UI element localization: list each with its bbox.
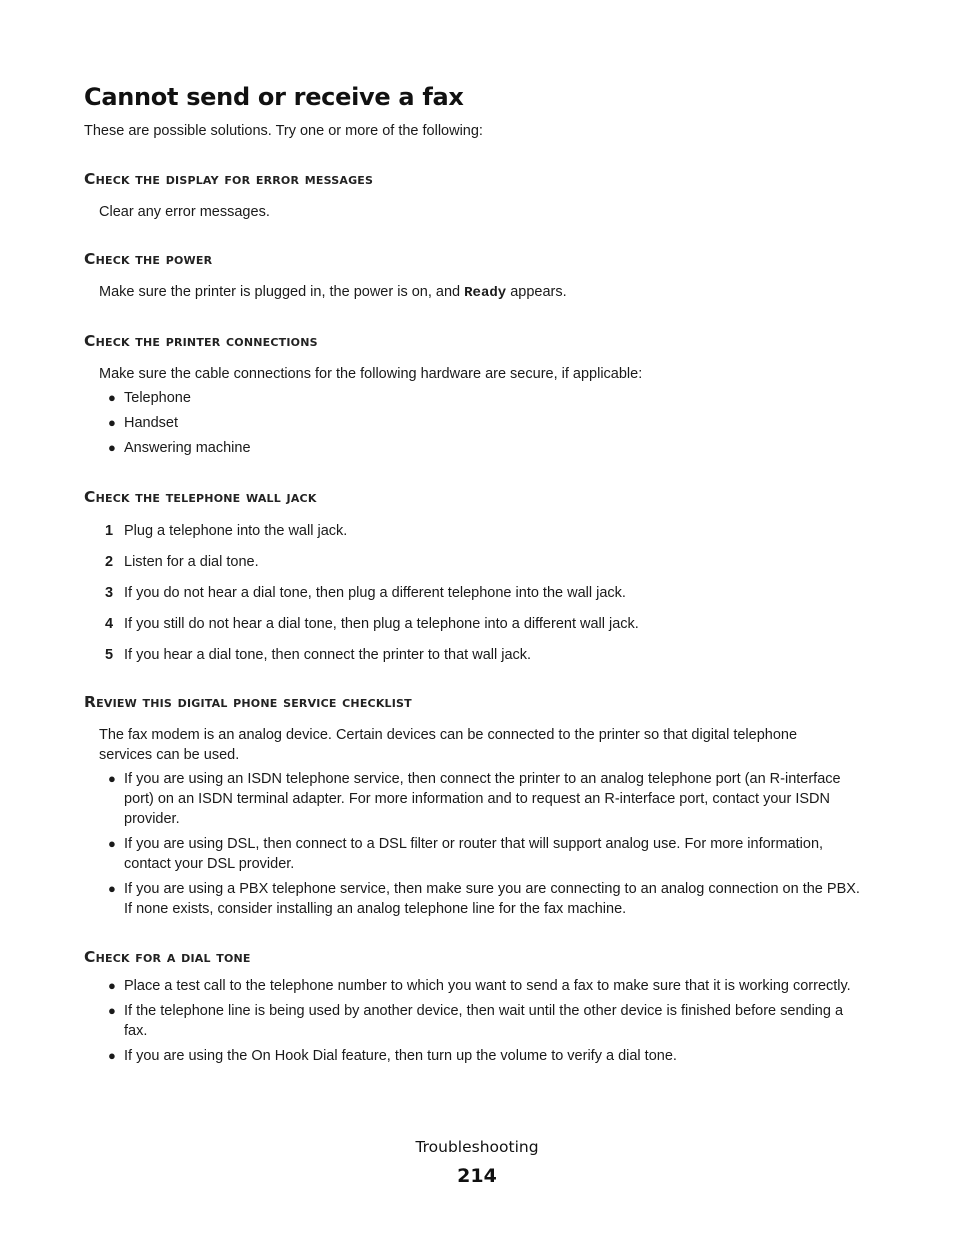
- list-item-text: If you are using a PBX telephone service, then make sure you are connecting to an analog connection on the PBX. If none exists, consider installing an analog telephone line for the fax machine.: [124, 881, 860, 917]
- step-number: 3: [105, 585, 114, 601]
- list-item: [84, 438, 874, 458]
- section-text: Clear any error messages.: [99, 204, 270, 220]
- hardware-list: [84, 388, 874, 458]
- list-item-text: Place a test call to the telephone number to which you want to send a fax to make sure that it is working correctly.: [124, 978, 851, 994]
- list-item: [84, 879, 870, 919]
- steps-list: [84, 521, 874, 665]
- section-heading: Check the telephone wall jack: [84, 488, 317, 506]
- bullet-icon: ●: [108, 1048, 116, 1063]
- step-number: 4: [105, 616, 114, 632]
- bullet-icon: ●: [108, 1003, 116, 1018]
- text-before: Make sure the printer is plugged in, the power is on, and: [99, 284, 461, 300]
- bullet-icon: ●: [108, 771, 116, 786]
- step-text: If you hear a dial tone, then connect the printer to that wall jack.: [124, 647, 532, 663]
- text-after: appears.: [510, 284, 567, 300]
- section-heading: Check the printer connections: [84, 332, 318, 350]
- section-check-connections: [84, 330, 874, 463]
- step-item: [84, 521, 874, 541]
- section-text: [84, 282, 874, 303]
- list-item: [84, 1046, 870, 1066]
- checklist: [84, 769, 874, 919]
- step-number: 2: [105, 554, 114, 570]
- list-item-text: If you are using DSL, then connect to a DSL filter or router that will support analog use. For more information, contact your DSL provider.: [124, 836, 824, 872]
- section-heading: Check for a dial tone: [84, 948, 251, 966]
- section-heading: Check the display for error messages: [84, 170, 374, 188]
- bullet-icon: ●: [108, 881, 116, 896]
- list-item: [84, 1001, 870, 1041]
- section-digital-checklist: [84, 691, 874, 924]
- bullet-icon: ●: [108, 440, 116, 455]
- intro-text: These are possible solutions. Try one or more of the following:: [84, 123, 483, 139]
- list-item-text: If the telephone line is being used by another device, then wait until the other device is finished before sending a fax.: [124, 1003, 844, 1039]
- page-number: 214: [457, 1165, 497, 1187]
- section-check-power: [84, 248, 874, 303]
- list-item-text: Telephone: [124, 390, 191, 406]
- step-text: Listen for a dial tone.: [124, 554, 259, 570]
- step-item: [84, 552, 874, 572]
- list-item: [84, 413, 874, 433]
- list-item-text: If you are using the On Hook Dial feature, then turn up the volume to verify a dial tone.: [124, 1048, 677, 1064]
- step-text: If you do not hear a dial tone, then plug a different telephone into the wall jack.: [124, 585, 626, 601]
- list-item: [84, 976, 870, 996]
- list-item: [84, 834, 870, 874]
- list-item-text: If you are using an ISDN telephone service, then connect the printer to an analog telephone port (an R-interface port) on an ISDN terminal adapter. For more information and to request an R-interface port, contact your ISDN provider.: [124, 771, 841, 827]
- list-item-text: Handset: [124, 415, 179, 431]
- step-text: Plug a telephone into the wall jack.: [124, 523, 348, 539]
- bullet-icon: ●: [108, 836, 116, 851]
- step-item: [84, 645, 874, 665]
- section-check-wall-jack: [84, 486, 874, 676]
- step-text: If you still do not hear a dial tone, then plug a telephone into a different wall jack.: [124, 616, 639, 632]
- step-number: 5: [105, 647, 114, 663]
- section-check-dial-tone: [84, 946, 874, 1071]
- bullet-icon: ●: [108, 978, 116, 993]
- footer-section-label: Troubleshooting: [415, 1138, 539, 1156]
- page-title: Cannot send or receive a fax: [84, 83, 464, 111]
- dial-tone-list: [84, 976, 874, 1066]
- list-item-text: Answering machine: [124, 440, 251, 456]
- step-item: [84, 583, 874, 603]
- bullet-icon: ●: [108, 415, 116, 430]
- list-item: [84, 769, 870, 829]
- bullet-icon: ●: [108, 390, 116, 405]
- section-text: Make sure the cable connections for the following hardware are secure, if applicable:: [99, 366, 643, 382]
- step-item: [84, 614, 874, 634]
- section-heading: Review this digital phone service checklist: [84, 693, 412, 711]
- step-number: 1: [105, 523, 114, 539]
- list-item: [84, 388, 874, 408]
- section-text: The fax modem is an analog device. Certain devices can be connected to the printer so that digital telephone services can be used.: [99, 727, 798, 763]
- section-check-display: [84, 168, 874, 222]
- section-heading: Check the power: [84, 250, 213, 268]
- ready-code: Ready: [464, 285, 507, 301]
